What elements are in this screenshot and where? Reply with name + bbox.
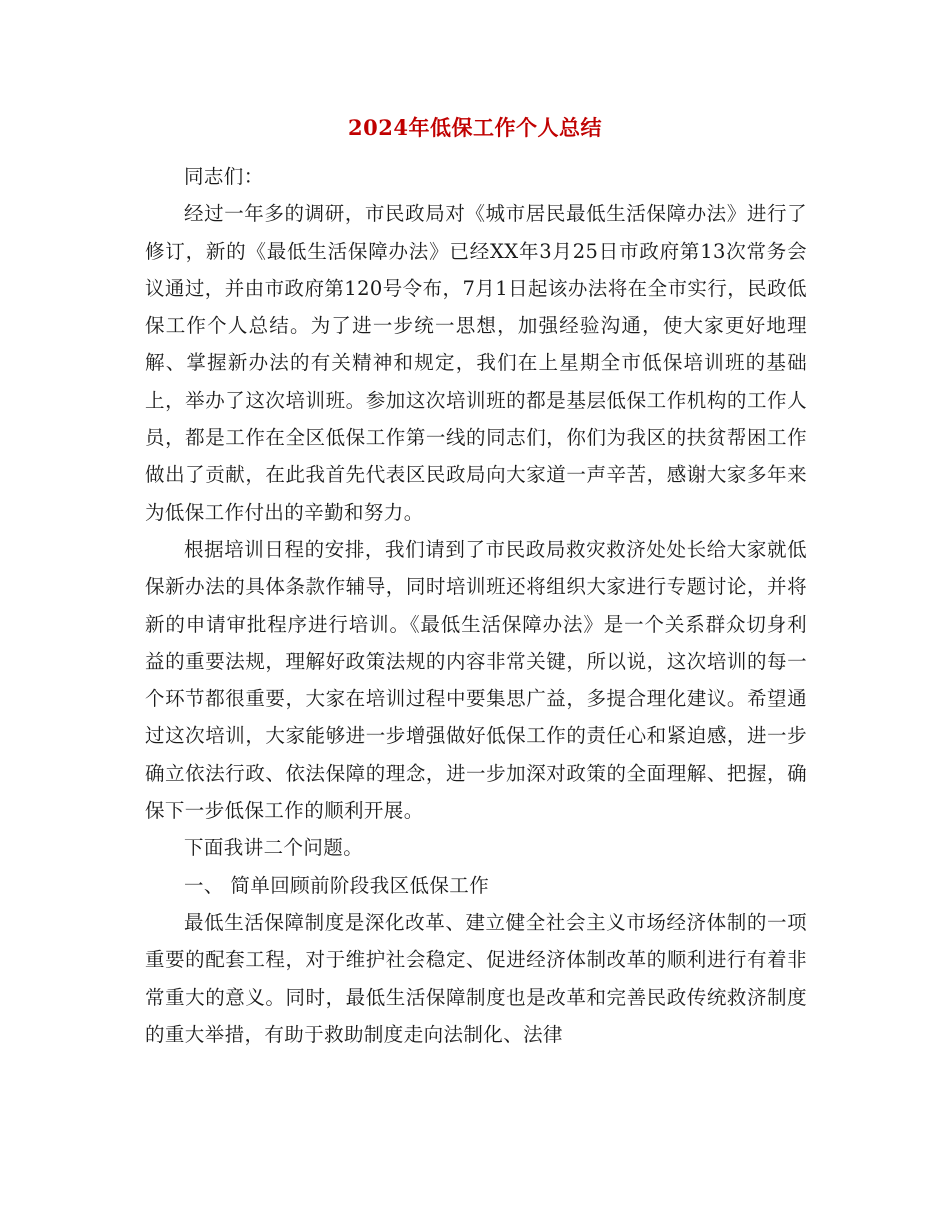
paragraph-4: 最低生活保障制度是深化改革、建立健全社会主义市场经济体制的一项重要的配套工程，对于维护社会稳定、促进经济体制改革的顺利进行有着非常重大的意义。同时，最低生活保障制度也是改革和完善民政传统救济制度的重大举措，有助于救助制度走向法制化、法律	[145, 910, 807, 1046]
paragraph-3: 下面我讲二个问题。	[184, 836, 364, 860]
paragraph-1: 经过一年多的调研，市民政局对《城市居民最低生活保障办法》进行了修订，新的《最低生活保障办法》已经XX年3月25日市政府第13次常务会议通过，并由市政府第120号令布，7月1日起该办法将在全市实行，民政低保工作个人总结。为了进一步统一思想，加强经验沟通，使大家更好地理解、掌握新办法的有关精神和规定，我们在上星期全市低保培训班的基础上，举办了这次培训班。参加这次培训班的都是基层低保工作机构的工作人员，都是工作在全区低保工作第一线的同志们，你们为我区的扶贫帮困工作做出了贡献，在此我首先代表区民政局向大家道一声辛苦，感谢大家多年来为低保工作付出的辛勤和努力。	[145, 202, 807, 524]
greeting: 同志们：	[184, 165, 264, 188]
document-title: 2024年低保工作个人总结	[348, 115, 602, 140]
section-heading-1: 一、 简单回顾前阶段我区低保工作	[184, 873, 490, 897]
document-body	[145, 158, 807, 1053]
paragraph-2: 根据培训日程的安排，我们请到了市民政局救灾救济处处长给大家就低保新办法的具体条款作辅导，同时培训班还将组织大家进行专题讨论，并将新的申请审批程序进行培训。《最低生活保障办法》是一个关系群众切身利益的重要法规，理解好政策法规的内容非常关键，所以说，这次培训的每一个环节都很重要，大家在培训过程中要集思广益，多提合理化建议。希望通过这次培训，大家能够进一步增强做好低保工作的责任心和紧迫感，进一步确立依法行政、依法保障的理念，进一步加深对政策的全面理解、把握，确保下一步低保工作的顺利开展。	[145, 537, 807, 823]
